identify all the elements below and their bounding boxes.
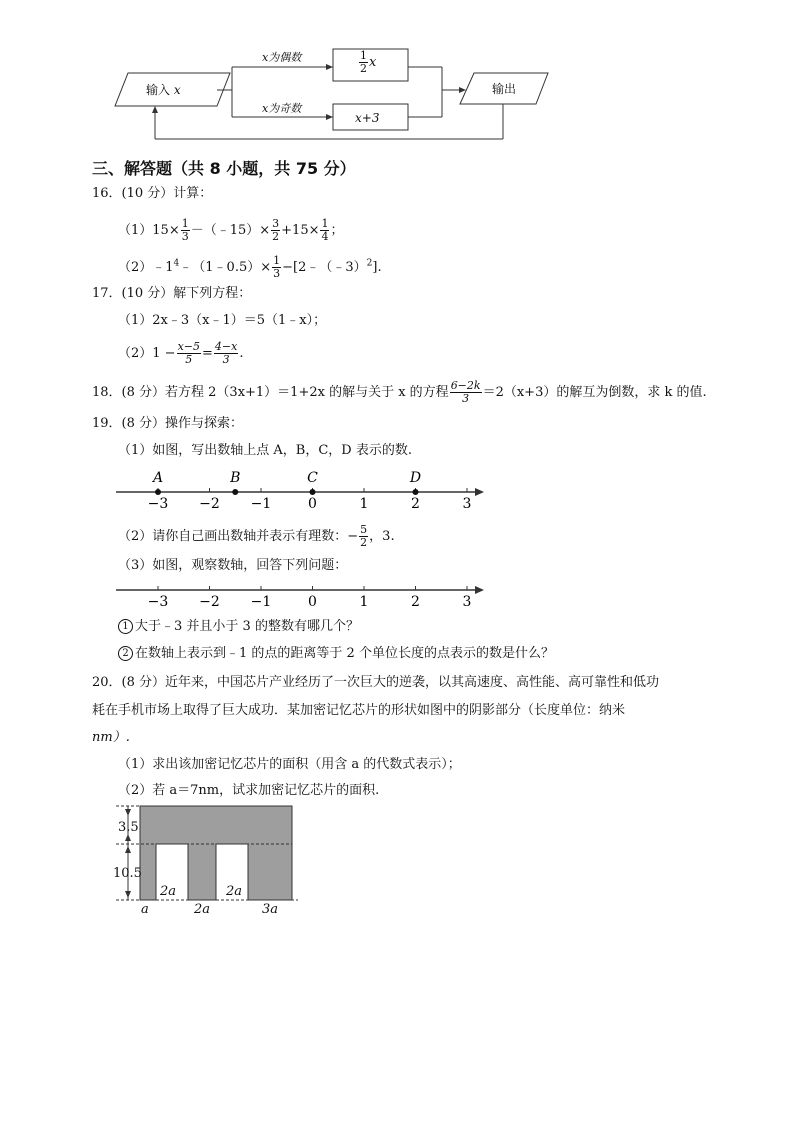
fig-label-b3: 3a xyxy=(262,902,279,917)
flow-odd-label: x为奇数 xyxy=(262,102,302,115)
axis-arrow xyxy=(475,586,484,594)
axis-point-label: D xyxy=(409,470,422,486)
flow-even-frac: $\frac{1}{2}$ xyxy=(360,49,367,75)
axis-tick-label: 2 xyxy=(411,496,420,512)
fig-label-side: 10.5 xyxy=(113,866,142,881)
dim-arrow-3 xyxy=(125,846,131,853)
q19-part2: （2）请你自己画出数轴并表示有理数：− $\frac{5}{2}$ ，3. xyxy=(118,523,395,549)
q19-sub1: 1 大于﹣3 并且小于 3 的整数有哪几个？ xyxy=(118,619,359,635)
axis-tick-label: −2 xyxy=(199,594,220,610)
axis-tick-label: 3 xyxy=(462,496,472,512)
axis-tick-label: −3 xyxy=(147,496,169,512)
flow-even-label: x为偶数 xyxy=(262,51,302,64)
q16-head: 16．(10 分）计算： xyxy=(92,186,213,201)
number-line-1 xyxy=(110,464,500,516)
axis-tick-label: −1 xyxy=(250,594,272,610)
arrow-even xyxy=(326,64,333,70)
circled-number-1: 1 xyxy=(118,619,133,634)
q20-line1: 20．(8 分）近年来，中国芯片产业经历了一次巨大的逆袭，以其高速度、高性能、高可靠性和低功 xyxy=(92,675,660,690)
dim-arrow-4 xyxy=(125,891,131,898)
circled-number-2: 2 xyxy=(118,646,133,661)
fig-label-top: 3.5 xyxy=(118,820,139,835)
fig-label-gap1: 2a xyxy=(160,884,177,899)
axis-point xyxy=(232,489,238,495)
q20-part1: （1）求出该加密记忆芯片的面积（用含 a 的代数式表示）； xyxy=(118,757,461,772)
flow-input-text: 输入 xyxy=(146,83,171,97)
flow-input-label xyxy=(146,82,181,98)
axis-point-label: C xyxy=(307,470,318,486)
axis-tick-label: −1 xyxy=(250,496,272,512)
q17-head: 17．(10 分）解下列方程： xyxy=(92,286,252,301)
axis-point xyxy=(155,489,161,495)
fig-label-gap2: 2a xyxy=(226,884,243,899)
axis-tick-label: −2 xyxy=(199,496,220,512)
q19-sub2: 2 在数轴上表示到﹣1 的点的距离等于 2 个单位长度的点表示的数是什么？ xyxy=(118,646,554,662)
fig-label-b1: a xyxy=(141,902,149,917)
q19-part1: （1）如图，写出数轴上点 A，B，C，D 表示的数. xyxy=(118,443,412,458)
axis-tick-label: 0 xyxy=(308,496,317,512)
axis-tick-label: −3 xyxy=(147,594,169,610)
number-line-2 xyxy=(110,582,500,614)
axis-point-label: B xyxy=(230,470,241,486)
axis-point xyxy=(310,489,316,495)
axis-tick-label: 0 xyxy=(308,594,317,610)
q16-part2: $(2)﹣1^4﹣(1﹣0.5)\times$ $\frac{1}{3}$ −[2﹣（﹣3）$^2$]. xyxy=(118,254,382,280)
q19-part3: （3）如图，观察数轴，回答下列问题： xyxy=(118,558,348,573)
axis-arrow xyxy=(475,488,484,496)
q20-part2: （2）若 a＝7nm，试求加密记忆芯片的面积. xyxy=(118,783,380,798)
dim-arrow-1 xyxy=(125,809,131,816)
arrow-odd xyxy=(326,114,333,120)
q17-part1: （1）2x﹣3（x﹣1）＝5（1﹣x）； xyxy=(118,313,327,328)
flowchart xyxy=(0,0,794,150)
axis-point-label: A xyxy=(152,470,164,486)
flow-even-expr xyxy=(358,50,376,75)
flow-even-var: x xyxy=(369,55,377,70)
section-title: 三、解答题（共 8 小题，共 75 分） xyxy=(92,159,356,178)
axis-point xyxy=(413,489,419,495)
fig-label-b2: 2a xyxy=(194,902,211,917)
q18-text: 18．(8 分）若方程 2（3x+1）＝1+2x 的解与关于 x 的方程 $\frac{6-2k}{3}$ ＝2（x+3）的解互为倒数，求 k 的值. xyxy=(92,379,707,405)
axis-tick-label: 1 xyxy=(359,594,369,610)
flow-output-label: 输出 xyxy=(492,82,517,96)
axis-tick-label: 3 xyxy=(462,594,472,610)
q20-line3: nm）. xyxy=(92,730,130,745)
arrow-loop xyxy=(152,106,158,113)
flow-input-var: x xyxy=(173,83,181,97)
flow-lines xyxy=(155,67,503,139)
axis-tick-label: 1 xyxy=(359,496,369,512)
q20-line2: 耗在手机市场上取得了巨大成功．某加密记忆芯片的形状如图中的阴影部分（长度单位：纳米 xyxy=(92,703,626,718)
q17-part2: （2）1 − $\frac{x-5}{5}$ = $\frac{4-x}{3}$ . xyxy=(118,340,244,366)
flow-odd-expr: x+3 xyxy=(355,111,380,125)
axis-tick-label: 2 xyxy=(411,594,420,610)
q16-part1: （1）15× $\frac{1}{3}$ －（﹣15）× $\frac{3}{2}$ +15× $\frac{1}{4}$ ； xyxy=(118,217,344,243)
q19-head: 19．(8 分）操作与探索： xyxy=(92,416,244,431)
